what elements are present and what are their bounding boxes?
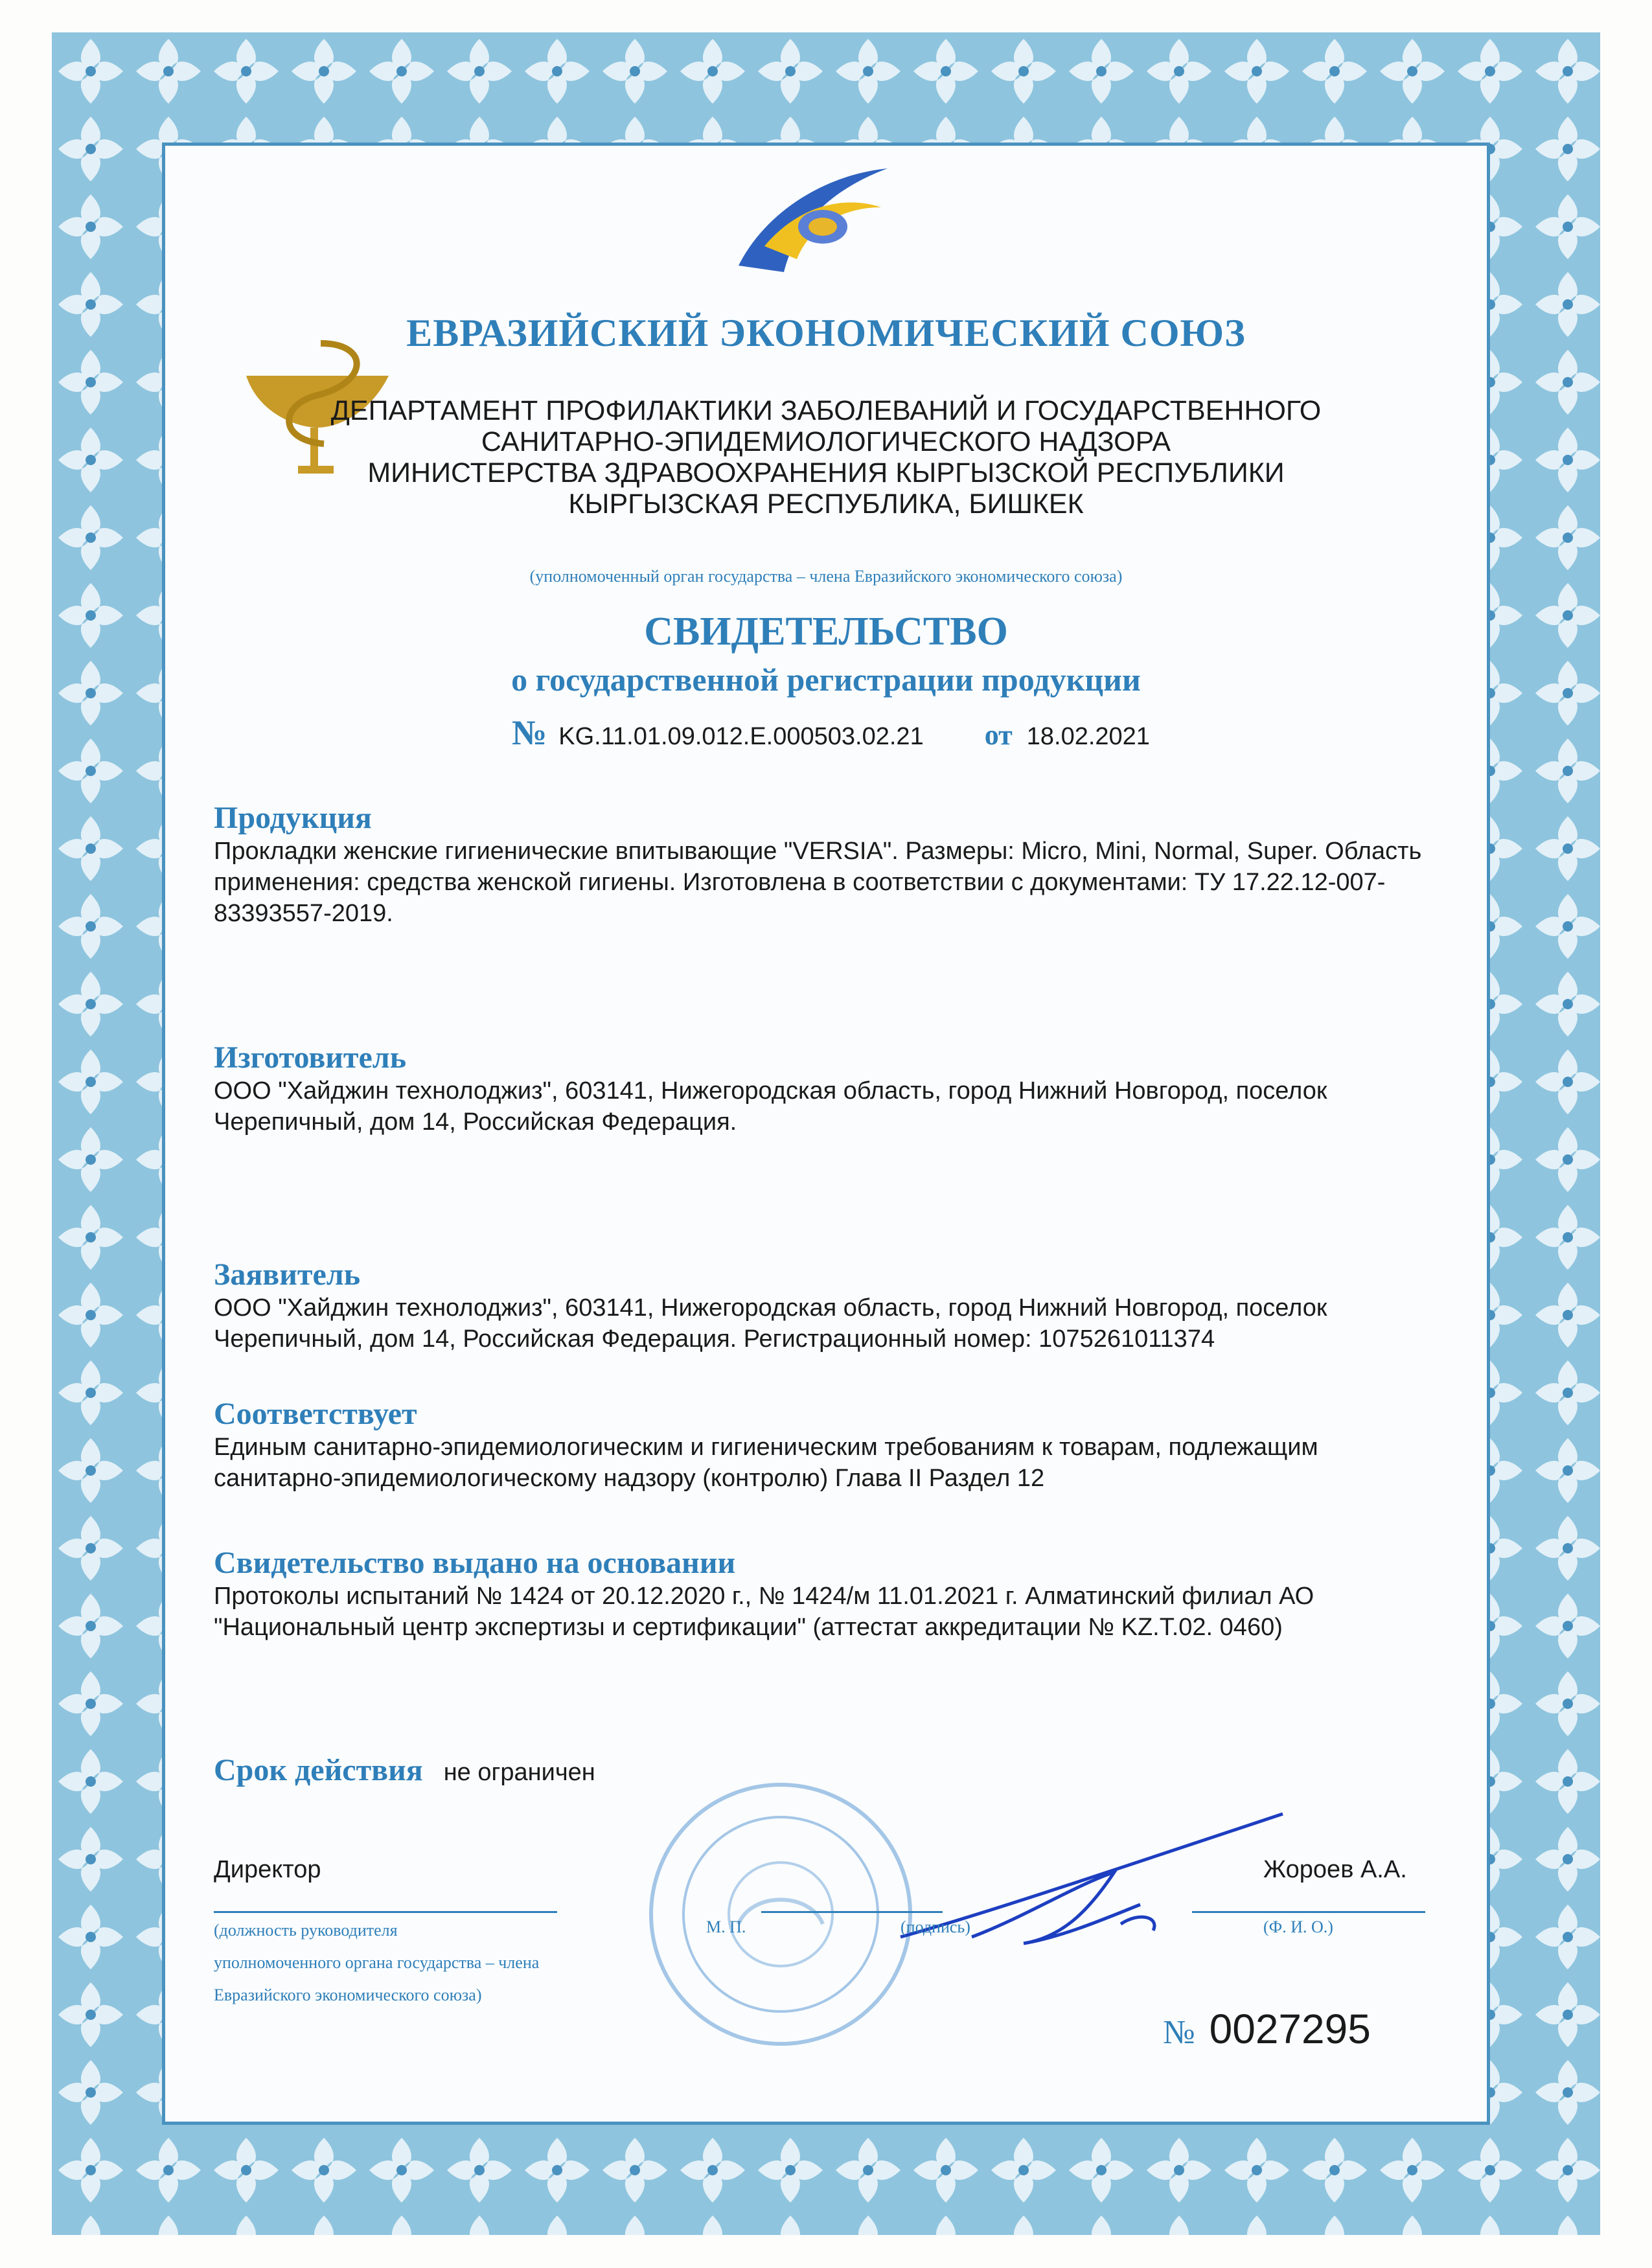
handwritten-signature — [894, 1807, 1296, 1976]
signatory-name: Жороев А.А. — [1263, 1856, 1407, 1883]
form-number — [1163, 2005, 1371, 2053]
form-number-sign: № — [1163, 2014, 1195, 2051]
department-block — [0, 395, 1652, 520]
signature-underline — [761, 1911, 943, 1913]
applicant-label: Заявитель — [214, 1257, 361, 1292]
certificate-number: KG.11.01.09.012.Е.000503.02.21 — [558, 723, 924, 750]
name-note: (Ф. И. О.) — [1263, 1918, 1333, 1936]
position-underline — [214, 1911, 557, 1913]
complies-label: Соответствует — [214, 1397, 417, 1431]
basis-text: Протоколы испытаний № 1424 от 20.12.2020 г., № 1424/м 11.01.2021 г. Алматинский филиал АО "Национальный центр экспертизы и сертификации" (аттестат аккредитации № KZ.T.02. 0460) — [214, 1583, 1314, 1641]
signature-note: (подпись) — [901, 1918, 970, 1936]
applicant-text: ООО "Хайджин технолоджиз", 603141, Нижегородская область, город Нижний Новгород, поселок Черепичный, дом 14, Российская Федерация. Регистрационный номер: 1075261011374 — [214, 1294, 1327, 1353]
department-line-3: МИНИСТЕРСТВА ЗДРАВООХРАНЕНИЯ КЫРГЫЗСКОЙ РЕСПУБЛИКИ — [367, 457, 1285, 488]
name-underline — [1192, 1911, 1425, 1913]
form-number-value: 0027295 — [1209, 2006, 1371, 2052]
date-label: от — [984, 719, 1013, 751]
basis-label: Свидетельство выдано на основании — [214, 1546, 736, 1580]
certificate-subtitle: о государственной регистрации продукции — [511, 661, 1141, 698]
position-note-line-3: Евразийского экономического союза) — [214, 1986, 482, 2004]
authority-note: (уполномоченный орган государства – члена Евразийского экономического союза) — [529, 567, 1123, 586]
department-line-2: САНИТАРНО-ЭПИДЕМИОЛОГИЧЕСКОГО НАДЗОРА — [481, 426, 1171, 457]
eaeu-logo — [726, 155, 894, 279]
department-line-1: ДЕПАРТАМЕНТ ПРОФИЛАКТИКИ ЗАБОЛЕВАНИЙ И ГОСУДАРСТВЕННОГО — [330, 395, 1322, 426]
complies-text: Единым санитарно-эпидемиологическим и гигиеническим требованиям к товарам, подлежащим санитарно-эпидемиологическому надзору (контролю) Глава II Раздел 12 — [214, 1434, 1318, 1492]
product-text: Прокладки женские гигиенические впитывающие "VERSIA". Размеры: Micro, Mini, Normal, Super. Область применения: средства женской гигиены. Изготовлена в соответствии с документами: ТУ 17.22.12-007-83393557-2019. — [214, 838, 1422, 927]
position-note-line-2: уполномоченного органа государства – члена — [214, 1953, 540, 1972]
applicant-section — [214, 1257, 1445, 1355]
number-sign: № — [512, 713, 547, 752]
signatory-position: Директор — [214, 1856, 321, 1883]
department-line-4: КЫРГЫЗСКАЯ РЕСПУБЛИКА, БИШКЕК — [568, 488, 1084, 520]
manufacturer-label: Изготовитель — [214, 1040, 407, 1075]
union-name: ЕВРАЗИЙСКИЙ ЭКОНОМИЧЕСКИЙ СОЮЗ — [406, 312, 1246, 354]
manufacturer-section — [214, 1040, 1445, 1138]
position-note-line-1: (должность руководителя — [214, 1921, 398, 1940]
validity-label: Срок действия — [214, 1753, 423, 1787]
manufacturer-text: ООО "Хайджин технолоджиз", 603141, Нижегородская область, город Нижний Новгород, поселок Черепичный, дом 14, Российская Федерация. — [214, 1077, 1327, 1136]
certificate-title: СВИДЕТЕЛЬСТВО — [644, 610, 1008, 654]
product-section — [214, 800, 1445, 929]
product-label: Продукция — [214, 801, 372, 835]
official-stamp — [641, 1775, 920, 2054]
validity-text: не ограничен — [443, 1759, 595, 1786]
basis-section — [214, 1545, 1445, 1643]
certificate-date: 18.02.2021 — [1026, 723, 1150, 750]
complies-section — [214, 1396, 1445, 1494]
position-note — [214, 1914, 539, 2011]
seal-place-label: М. П. — [706, 1918, 746, 1936]
certificate-number-line — [512, 713, 1289, 753]
